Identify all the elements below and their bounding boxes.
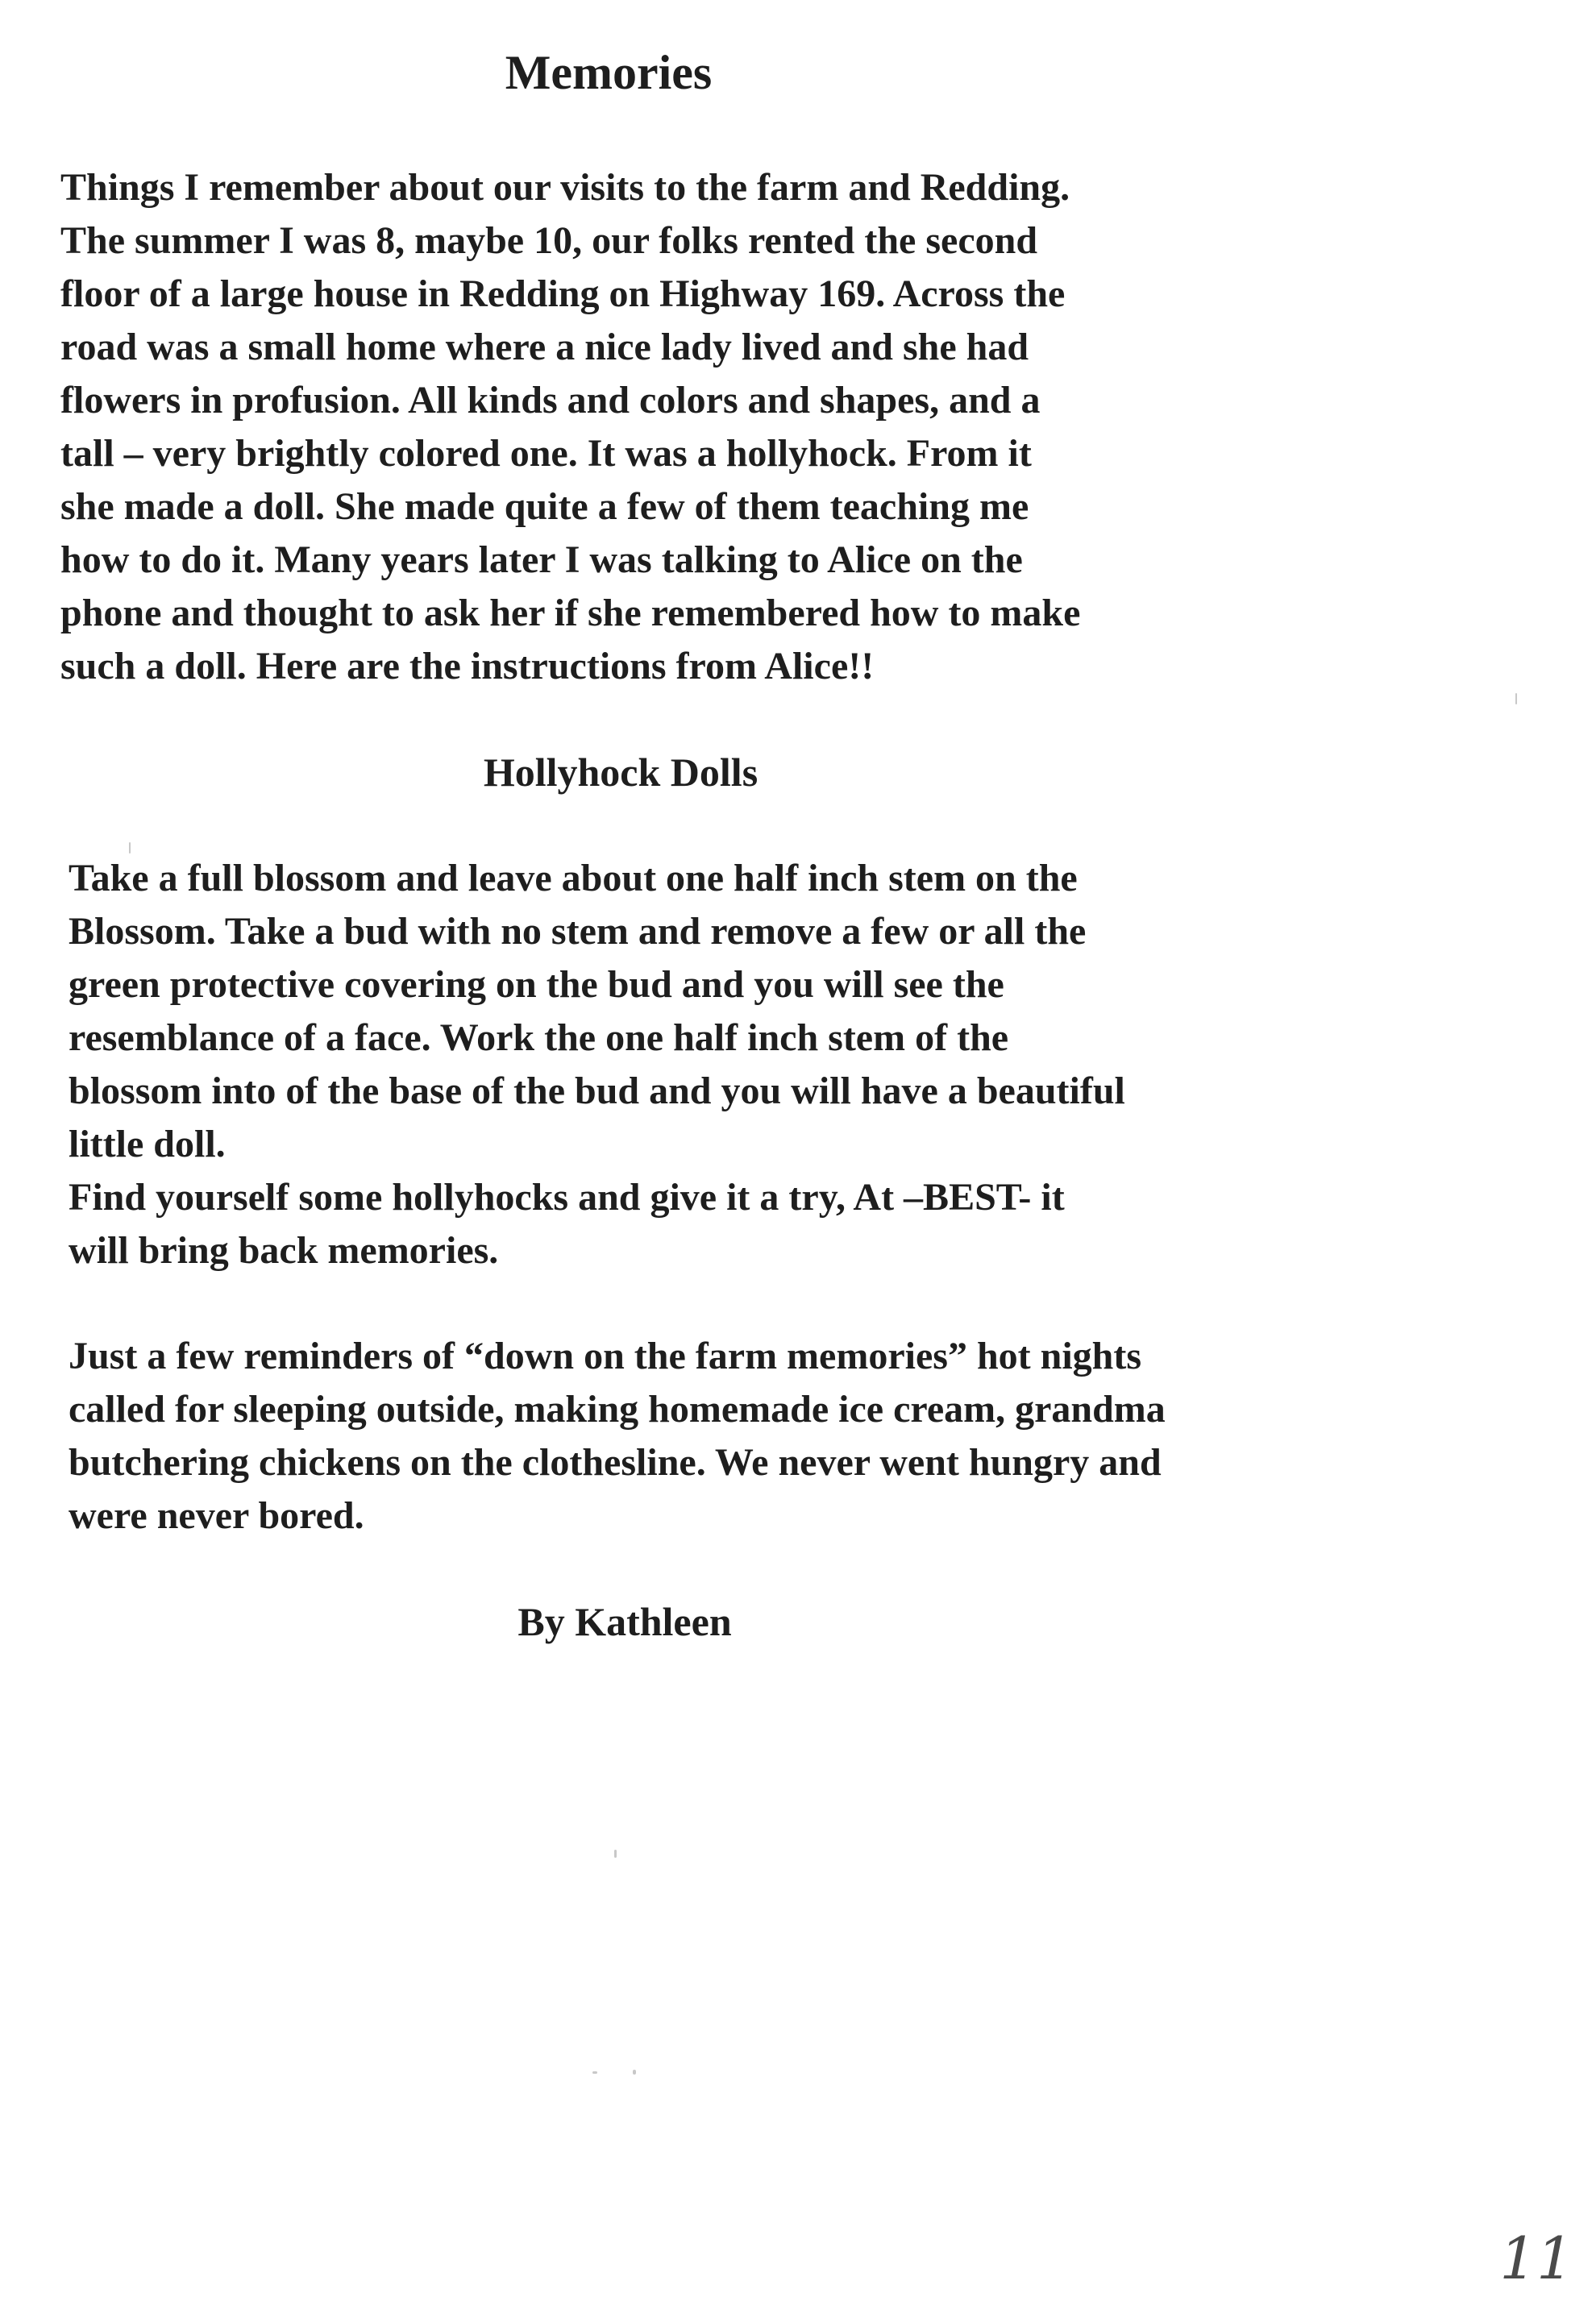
page-number: 11 — [1499, 2224, 1573, 2292]
intro-paragraph — [60, 161, 1511, 693]
intro-line: she made a doll. She made quite a few of them teaching me — [60, 485, 1029, 528]
scan-speck — [633, 2070, 636, 2075]
intro-line: tall – very brightly colored one. It was a hollyhock. From it — [60, 432, 1032, 475]
intro-line: road was a small home where a nice lady lived and she had — [60, 326, 1029, 368]
instructions-paragraph — [69, 852, 1519, 1277]
intro-line: phone and thought to ask her if she remembered how to make — [60, 592, 1081, 634]
intro-line: The summer I was 8, maybe 10, our folks rented the second — [60, 219, 1038, 262]
scan-speck — [592, 2071, 597, 2074]
intro-line: Things I remember about our visits to the farm and Redding. — [60, 166, 1070, 209]
instruction-line: blossom into of the base of the bud and you will have a beautiful — [69, 1070, 1125, 1112]
author-signature: By Kathleen — [517, 1599, 732, 1644]
instruction-line: will bring back memories. — [69, 1229, 499, 1272]
reminder-line: called for sleeping outside, making homemade ice cream, grandma — [69, 1388, 1166, 1431]
instruction-line: Find yourself some hollyhocks and give it a try, At –BEST- it — [69, 1176, 1065, 1219]
scan-speck — [1515, 693, 1517, 704]
intro-line: how to do it. Many years later I was talking to Alice on the — [60, 538, 1023, 581]
reminder-line: butchering chickens on the clothesline. We never went hungry and — [69, 1441, 1162, 1484]
instruction-line: Blossom. Take a bud with no stem and remove a few or all the — [69, 910, 1087, 953]
reminder-line: Just a few reminders of “down on the farm memories” hot nights — [69, 1335, 1142, 1377]
intro-line: floor of a large house in Redding on Highway 169. Across the — [60, 272, 1066, 315]
page-title: Memories — [505, 46, 713, 99]
instruction-line: little doll. — [69, 1123, 226, 1165]
instruction-line: green protective covering on the bud and you will see the — [69, 963, 1004, 1006]
scan-speck — [614, 1850, 617, 1858]
scan-speck — [129, 842, 131, 854]
intro-line: such a doll. Here are the instructions from Alice!! — [60, 645, 875, 687]
instruction-line: Take a full blossom and leave about one half inch stem on the — [69, 857, 1078, 899]
reminders-paragraph — [69, 1330, 1519, 1543]
reminder-line: were never bored. — [69, 1494, 364, 1537]
intro-line: flowers in profusion. All kinds and colors and shapes, and a — [60, 379, 1041, 422]
section-heading: Hollyhock Dolls — [483, 750, 759, 795]
instruction-line: resemblance of a face. Work the one half inch stem of the — [69, 1016, 1009, 1059]
